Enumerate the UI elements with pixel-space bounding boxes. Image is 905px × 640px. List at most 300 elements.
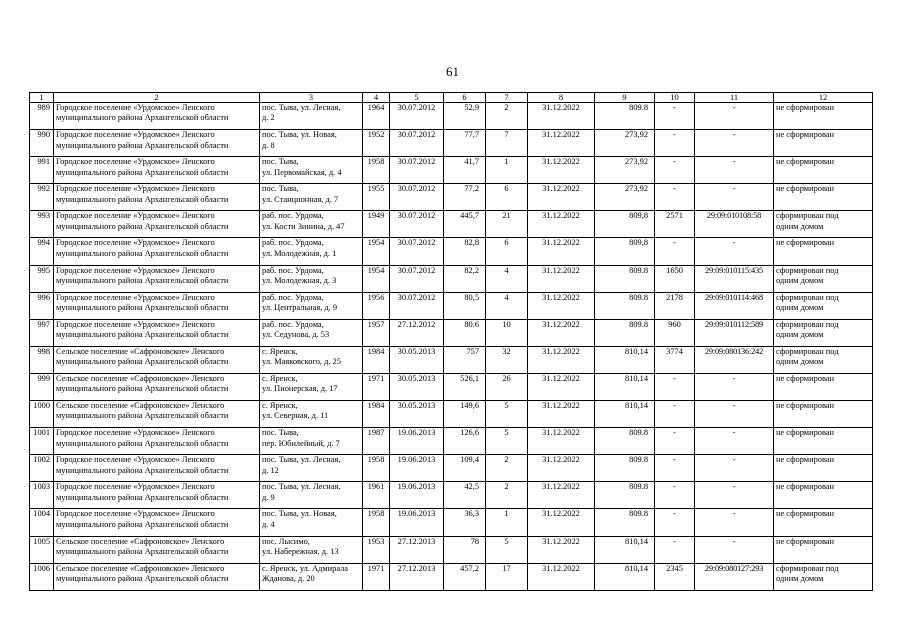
cell-line: Городское поселение «Урдомское» Ленского — [56, 265, 215, 275]
year-built-cell: 1957 — [363, 319, 390, 346]
cell-line: пер. Юбилейный, д. 7 — [262, 438, 340, 448]
cadastral-number-cell: 29:09:010112:589 — [695, 319, 774, 346]
page-number: 61 — [446, 64, 459, 79]
address-cell — [260, 130, 363, 157]
deadline-cell: 31.12.2022 — [528, 346, 595, 373]
cost-cell: 809.8 — [595, 319, 655, 346]
cell-line: не сформирован — [776, 373, 834, 383]
land-area-cell: - — [655, 103, 695, 130]
row-number: 998 — [30, 346, 54, 373]
table-row — [30, 401, 873, 428]
table-row — [30, 157, 873, 184]
address-cell — [260, 184, 363, 211]
deadline-cell: 31.12.2022 — [528, 292, 595, 319]
date-cell: 30.05.2013 — [390, 373, 444, 400]
cell-line: ул. Кости Зинина, д. 47 — [262, 221, 345, 231]
deadline-cell: 31.12.2022 — [528, 265, 595, 292]
row-number: 994 — [30, 238, 54, 265]
cadastral-number-cell: - — [695, 482, 774, 509]
cell-line: муниципального района Архангельской области — [56, 384, 229, 394]
residents-cell: 4 — [486, 265, 528, 292]
residents-cell: 2 — [486, 482, 528, 509]
land-area-cell: 960 — [655, 319, 695, 346]
date-cell: 19.06.2013 — [390, 509, 444, 536]
column-header: 9 — [595, 93, 655, 103]
table-row — [30, 509, 873, 536]
deadline-cell: 31.12.2022 — [528, 157, 595, 184]
deadline-cell: 31.12.2022 — [528, 373, 595, 400]
cell-line: с. Яренск, ул. Адмирала — [262, 563, 349, 573]
cadastral-number-cell: 29:09:010108:58 — [695, 211, 774, 238]
land-area-cell: - — [655, 509, 695, 536]
land-status-cell — [774, 292, 873, 319]
cell-line: ул. Молодежная, д. 1 — [262, 248, 337, 258]
column-header: 5 — [390, 93, 444, 103]
row-number: 1005 — [30, 536, 54, 563]
cell-line: муниципального района Архангельской области — [56, 140, 229, 150]
date-cell: 19.06.2013 — [390, 482, 444, 509]
column-header: 3 — [260, 93, 363, 103]
land-area-cell: 2571 — [655, 211, 695, 238]
cell-line: Сельское поселение «Сафроновское» Ленского — [56, 536, 225, 546]
row-number: 1002 — [30, 455, 54, 482]
cadastral-number-cell: - — [695, 401, 774, 428]
cell-line: не сформирован — [776, 428, 834, 438]
cost-cell: 273,92 — [595, 157, 655, 184]
cell-line: Городское поселение «Урдомское» Ленского — [56, 509, 215, 519]
area-cell: 82,8 — [444, 238, 486, 265]
area-cell: 77,7 — [444, 130, 486, 157]
cost-cell: 809.8 — [595, 265, 655, 292]
cost-cell: 809.8 — [595, 103, 655, 130]
residents-cell: 10 — [486, 319, 528, 346]
date-cell: 30.07.2012 — [390, 265, 444, 292]
cadastral-number-cell: 29:09:010114:468 — [695, 292, 774, 319]
land-status-cell — [774, 455, 873, 482]
cell-line: Городское поселение «Урдомское» Ленского — [56, 184, 215, 194]
table-row — [30, 373, 873, 400]
row-number: 1000 — [30, 401, 54, 428]
area-cell: 109,4 — [444, 455, 486, 482]
date-cell: 19.06.2013 — [390, 455, 444, 482]
deadline-cell: 31.12.2022 — [528, 428, 595, 455]
year-built-cell: 1955 — [363, 184, 390, 211]
land-status-cell — [774, 238, 873, 265]
area-cell: 445,7 — [444, 211, 486, 238]
area-cell: 80.6 — [444, 319, 486, 346]
year-built-cell: 1984 — [363, 346, 390, 373]
land-status-cell — [774, 265, 873, 292]
residents-cell: 26 — [486, 373, 528, 400]
cell-line: раб. пос. Урдома, — [262, 265, 324, 275]
cell-line: с. Яренск, — [262, 346, 298, 356]
cell-line: ул. Северная, д. 11 — [262, 411, 329, 421]
date-cell: 30.07.2012 — [390, 292, 444, 319]
date-cell: 27.12.2012 — [390, 319, 444, 346]
municipality-cell — [54, 265, 260, 292]
cadastral-number-cell: - — [695, 536, 774, 563]
deadline-cell: 31.12.2022 — [528, 563, 595, 590]
date-cell: 30.07.2012 — [390, 238, 444, 265]
land-area-cell: - — [655, 428, 695, 455]
table-row — [30, 536, 873, 563]
land-area-cell: - — [655, 130, 695, 157]
address-cell — [260, 157, 363, 184]
address-cell — [260, 536, 363, 563]
cell-line: одним домом — [776, 275, 824, 285]
registry-body — [30, 103, 873, 591]
land-area-cell: - — [655, 184, 695, 211]
cell-line: пос. Тыва, ул. Новая, — [262, 509, 337, 519]
cell-line: ул. Станционная, д. 7 — [262, 194, 339, 204]
deadline-cell: 31.12.2022 — [528, 455, 595, 482]
table-row — [30, 238, 873, 265]
row-number: 995 — [30, 265, 54, 292]
year-built-cell: 1954 — [363, 265, 390, 292]
year-built-cell: 1971 — [363, 373, 390, 400]
cell-line: ул. Набережная, д. 13 — [262, 546, 339, 556]
deadline-cell: 31.12.2022 — [528, 482, 595, 509]
housing-registry-table — [29, 92, 873, 591]
deadline-cell: 31.12.2022 — [528, 238, 595, 265]
cell-line: раб. пос. Урдома, — [262, 292, 324, 302]
area-cell: 757 — [444, 346, 486, 373]
land-area-cell: 2345 — [655, 563, 695, 590]
cell-line: муниципального района Архангельской области — [56, 330, 229, 340]
residents-cell: 6 — [486, 184, 528, 211]
cell-line: пос. Тыва, — [262, 184, 299, 194]
municipality-cell — [54, 319, 260, 346]
land-status-cell — [774, 563, 873, 590]
column-number-row — [30, 93, 873, 103]
residents-cell: 4 — [486, 292, 528, 319]
row-number: 989 — [30, 103, 54, 130]
row-number: 991 — [30, 157, 54, 184]
municipality-cell — [54, 455, 260, 482]
column-header: 6 — [444, 93, 486, 103]
cost-cell: 809,8 — [595, 238, 655, 265]
table-row — [30, 428, 873, 455]
area-cell: 42,5 — [444, 482, 486, 509]
residents-cell: 7 — [486, 130, 528, 157]
table-row — [30, 482, 873, 509]
cadastral-number-cell: 29:09:080127:293 — [695, 563, 774, 590]
column-header: 10 — [655, 93, 695, 103]
cell-line: с. Яренск, — [262, 373, 298, 383]
address-cell — [260, 373, 363, 400]
municipality-cell — [54, 563, 260, 590]
cell-line: пос. Тыва, ул. Лесная, — [262, 103, 341, 112]
column-header: 11 — [695, 93, 774, 103]
column-header: 4 — [363, 93, 390, 103]
area-cell: 457,2 — [444, 563, 486, 590]
address-cell — [260, 563, 363, 590]
deadline-cell: 31.12.2022 — [528, 401, 595, 428]
cell-line: не сформирован — [776, 238, 834, 248]
cost-cell: 809.8 — [595, 482, 655, 509]
year-built-cell: 1956 — [363, 292, 390, 319]
deadline-cell: 31.12.2022 — [528, 184, 595, 211]
cadastral-number-cell: - — [695, 428, 774, 455]
cell-line: Сельское поселение «Сафроновское» Ленского — [56, 563, 225, 573]
cell-line: Сельское поселение «Сафроновское» Ленского — [56, 373, 225, 383]
residents-cell: 6 — [486, 238, 528, 265]
area-cell: 149,6 — [444, 401, 486, 428]
cadastral-number-cell: 29:09:080136:242 — [695, 346, 774, 373]
address-cell — [260, 401, 363, 428]
cell-line: муниципального района Архангельской области — [56, 167, 229, 177]
year-built-cell: 1953 — [363, 536, 390, 563]
cell-line: Городское поселение «Урдомское» Ленского — [56, 103, 215, 112]
cell-line: муниципального района Архангельской области — [56, 411, 229, 421]
cadastral-number-cell: - — [695, 157, 774, 184]
column-header: 12 — [774, 93, 873, 103]
land-area-cell: - — [655, 455, 695, 482]
cost-cell: 273,92 — [595, 184, 655, 211]
area-cell: 77,2 — [444, 184, 486, 211]
municipality-cell — [54, 509, 260, 536]
municipality-cell — [54, 292, 260, 319]
year-built-cell: 1964 — [363, 103, 390, 130]
row-number: 999 — [30, 373, 54, 400]
address-cell — [260, 346, 363, 373]
cell-line: сформирован под — [776, 319, 839, 329]
cell-line: Сельское поселение «Сафроновское» Ленского — [56, 346, 225, 356]
land-status-cell — [774, 103, 873, 130]
municipality-cell — [54, 211, 260, 238]
land-area-cell: - — [655, 373, 695, 400]
table-row — [30, 130, 873, 157]
cadastral-number-cell: - — [695, 455, 774, 482]
cost-cell: 809.8 — [595, 292, 655, 319]
column-header: 8 — [528, 93, 595, 103]
cell-line: не сформирован — [776, 157, 834, 167]
cell-line: муниципального района Архангельской области — [56, 574, 229, 583]
residents-cell: 17 — [486, 563, 528, 590]
land-area-cell: 2178 — [655, 292, 695, 319]
municipality-cell — [54, 157, 260, 184]
year-built-cell: 1961 — [363, 482, 390, 509]
municipality-cell — [54, 482, 260, 509]
land-area-cell: - — [655, 401, 695, 428]
year-built-cell: 1958 — [363, 509, 390, 536]
cell-line: сформирован под — [776, 265, 839, 275]
land-area-cell: - — [655, 536, 695, 563]
address-cell — [260, 428, 363, 455]
table-row — [30, 346, 873, 373]
cadastral-number-cell: - — [695, 509, 774, 536]
cell-line: сформирован под — [776, 346, 839, 356]
area-cell: 126,6 — [444, 428, 486, 455]
cell-line: не сформирован — [776, 482, 834, 492]
address-cell — [260, 455, 363, 482]
cell-line: пос. Тыва, — [262, 428, 299, 438]
cell-line: не сформирован — [776, 509, 834, 519]
cell-line: раб. пос. Урдома, — [262, 238, 324, 248]
date-cell: 30.07.2012 — [390, 157, 444, 184]
cost-cell: 810,14 — [595, 563, 655, 590]
land-status-cell — [774, 428, 873, 455]
land-status-cell — [774, 346, 873, 373]
cell-line: не сформирован — [776, 103, 834, 112]
table-row — [30, 211, 873, 238]
area-cell: 78 — [444, 536, 486, 563]
cell-line: Городское поселение «Урдомское» Ленского — [56, 292, 215, 302]
residents-cell: 2 — [486, 455, 528, 482]
cell-line: Сельское поселение «Сафроновское» Ленского — [56, 401, 225, 411]
cell-line: Городское поселение «Урдомское» Ленского — [56, 319, 215, 329]
area-cell: 52,9 — [444, 103, 486, 130]
land-status-cell — [774, 319, 873, 346]
row-number: 1004 — [30, 509, 54, 536]
date-cell: 30.05.2013 — [390, 346, 444, 373]
row-number: 997 — [30, 319, 54, 346]
column-header: 7 — [486, 93, 528, 103]
land-status-cell — [774, 157, 873, 184]
cost-cell: 809.8 — [595, 428, 655, 455]
cell-line: Городское поселение «Урдомское» Ленского — [56, 238, 215, 248]
table-row — [30, 184, 873, 211]
cadastral-number-cell: - — [695, 238, 774, 265]
cell-line: Городское поселение «Урдомское» Ленского — [56, 157, 215, 167]
table-row — [30, 103, 873, 130]
table-row — [30, 292, 873, 319]
cost-cell: 810,14 — [595, 373, 655, 400]
deadline-cell: 31.12.2022 — [528, 319, 595, 346]
cost-cell: 809,8 — [595, 211, 655, 238]
land-status-cell — [774, 211, 873, 238]
row-number: 1006 — [30, 563, 54, 590]
date-cell: 30.07.2012 — [390, 130, 444, 157]
cost-cell: 809.8 — [595, 455, 655, 482]
cost-cell: 810,14 — [595, 401, 655, 428]
row-number: 1001 — [30, 428, 54, 455]
cell-line: пос. Тыва, ул. Лесная, — [262, 455, 341, 465]
land-status-cell — [774, 373, 873, 400]
cell-line: не сформирован — [776, 536, 834, 546]
table-row — [30, 265, 873, 292]
cell-line: не сформирован — [776, 184, 834, 194]
cell-line: не сформирован — [776, 401, 834, 411]
cell-line: одним домом — [776, 330, 824, 340]
land-status-cell — [774, 536, 873, 563]
cost-cell: 810,14 — [595, 346, 655, 373]
cell-line: муниципального района Архангельской области — [56, 519, 229, 529]
column-header: 1 — [30, 93, 54, 103]
cell-line: пос. Тыва, — [262, 157, 299, 167]
area-cell: 526,1 — [444, 373, 486, 400]
land-area-cell: 3774 — [655, 346, 695, 373]
row-number: 990 — [30, 130, 54, 157]
land-area-cell: - — [655, 238, 695, 265]
cell-line: Городское поселение «Урдомское» Ленского — [56, 455, 215, 465]
cell-line: пос. Тыва, ул. Лесная, — [262, 482, 341, 492]
cell-line: муниципального района Архангельской области — [56, 221, 229, 231]
row-number: 1003 — [30, 482, 54, 509]
cell-line: муниципального района Архангельской области — [56, 438, 229, 448]
cell-line: ул. Маяковского, д. 25 — [262, 357, 341, 367]
table-row — [30, 563, 873, 590]
cell-line: Городское поселение «Урдомское» Ленского — [56, 482, 215, 492]
cell-line: Жданова, д. 20 — [262, 574, 315, 583]
land-status-cell — [774, 509, 873, 536]
cell-line: пос. Тыва, ул. Новая, — [262, 130, 337, 140]
cell-line: д. 4 — [262, 519, 275, 529]
date-cell: 27.12.2013 — [390, 563, 444, 590]
municipality-cell — [54, 401, 260, 428]
residents-cell: 21 — [486, 211, 528, 238]
deadline-cell: 31.12.2022 — [528, 103, 595, 130]
cell-line: д. 12 — [262, 465, 279, 475]
cadastral-number-cell: 29:09:010115:435 — [695, 265, 774, 292]
land-status-cell — [774, 401, 873, 428]
residents-cell: 32 — [486, 346, 528, 373]
cell-line: одним домом — [776, 303, 824, 313]
area-cell: 82,2 — [444, 265, 486, 292]
cell-line: муниципального района Архангельской области — [56, 546, 229, 556]
municipality-cell — [54, 103, 260, 130]
deadline-cell: 31.12.2022 — [528, 130, 595, 157]
cell-line: д. 2 — [262, 113, 275, 123]
municipality-cell — [54, 184, 260, 211]
cell-line: одним домом — [776, 357, 824, 367]
cadastral-number-cell: - — [695, 373, 774, 400]
cell-line: сформирован под — [776, 211, 839, 221]
area-cell: 41,7 — [444, 157, 486, 184]
row-number: 993 — [30, 211, 54, 238]
cell-line: Городское поселение «Урдомское» Ленского — [56, 211, 215, 221]
column-header: 2 — [54, 93, 260, 103]
address-cell — [260, 211, 363, 238]
area-cell: 36,3 — [444, 509, 486, 536]
deadline-cell: 31.12.2022 — [528, 536, 595, 563]
year-built-cell: 1984 — [363, 401, 390, 428]
table-row — [30, 319, 873, 346]
municipality-cell — [54, 238, 260, 265]
address-cell — [260, 509, 363, 536]
cost-cell: 810,14 — [595, 536, 655, 563]
cost-cell: 809.8 — [595, 509, 655, 536]
area-cell: 80,5 — [444, 292, 486, 319]
year-built-cell: 1971 — [363, 563, 390, 590]
residents-cell: 2 — [486, 103, 528, 130]
deadline-cell: 31.12.2022 — [528, 509, 595, 536]
cell-line: ул. Центральная, д. 9 — [262, 303, 338, 313]
address-cell — [260, 482, 363, 509]
cost-cell: 273,92 — [595, 130, 655, 157]
cell-line: не сформирован — [776, 455, 834, 465]
date-cell: 30.07.2012 — [390, 211, 444, 238]
cell-line: сформирован под — [776, 292, 839, 302]
table-row — [30, 455, 873, 482]
year-built-cell: 1987 — [363, 428, 390, 455]
cell-line: Городское поселение «Урдомское» Ленского — [56, 130, 215, 140]
cell-line: одним домом — [776, 221, 824, 231]
year-built-cell: 1949 — [363, 211, 390, 238]
date-cell: 30.07.2012 — [390, 103, 444, 130]
cell-line: муниципального района Архангельской области — [56, 303, 229, 313]
address-cell — [260, 103, 363, 130]
cell-line: муниципального района Архангельской области — [56, 357, 229, 367]
municipality-cell — [54, 536, 260, 563]
cell-line: муниципального района Архангельской области — [56, 194, 229, 204]
land-status-cell — [774, 482, 873, 509]
municipality-cell — [54, 346, 260, 373]
cell-line: ул. Пионерская, д. 17 — [262, 384, 338, 394]
cadastral-number-cell: - — [695, 130, 774, 157]
residents-cell: 1 — [486, 509, 528, 536]
cell-line: пос. Лысимо, — [262, 536, 310, 546]
